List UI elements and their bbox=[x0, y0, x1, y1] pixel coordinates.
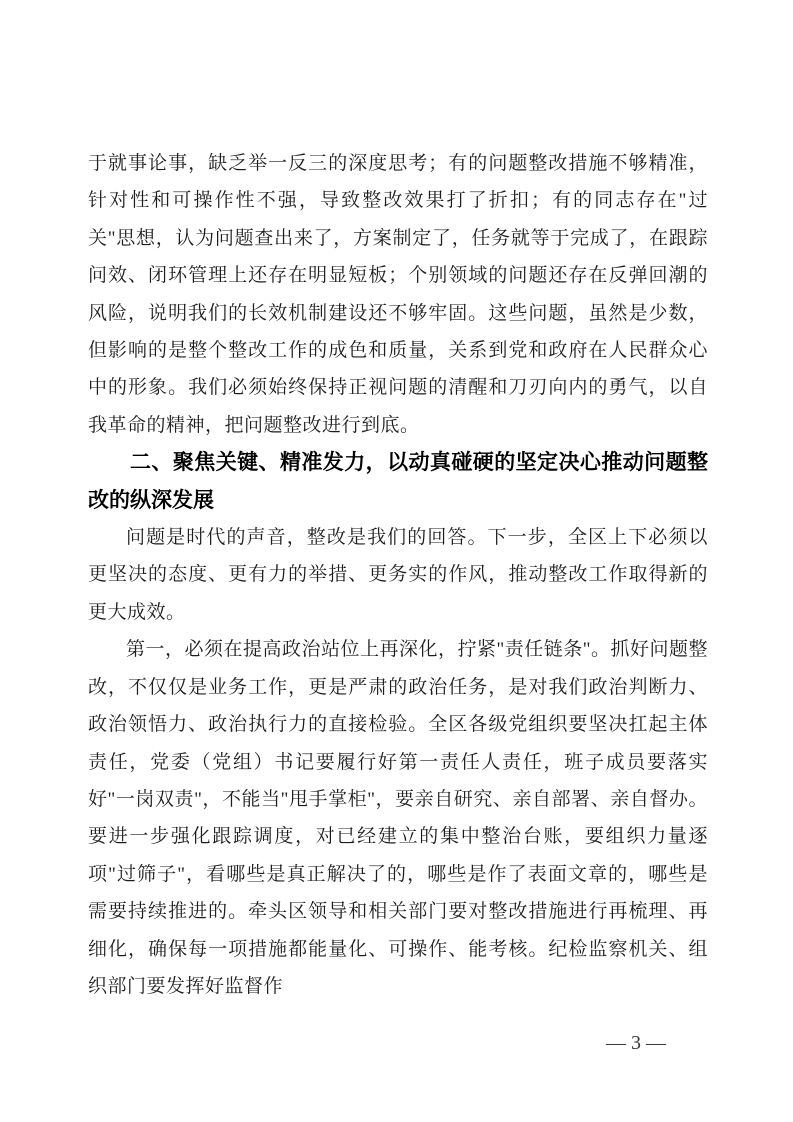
document-body bbox=[88, 145, 708, 1005]
paragraph: 第一，必须在提高政治站位上再深化，拧紧"责任链条"。抓好问题整改，不仅仅是业务工作，更是严肃的政治任务，是对我们政治判断力、政治领悟力、政治执行力的直接检验。全区各级党组织要坚决扛起主体责任，党委（党组）书记要履行好第一责任人责任，班子成员要落实好"一岗双责"，不能当"甩手掌柜"，要亲自研究、亲自部署、亲自督办。要进一步强化跟踪调度，对已经建立的集中整治台账，要组织力量逐项"过筛子"，看哪些是真正解决了的，哪些是作了表面文章的，哪些是需要持续推进的。牵头区领导和相关部门要对整改措施进行再梳理、再细化，确保每一项措施都能量化、可操作、能考核。纪检监察机关、组织部门要发挥好监督作 bbox=[88, 639, 709, 997]
paragraph: 问题是时代的声音，整改是我们的回答。下一步，全区上下必须以更坚决的态度、更有力的举措、更务实的作风，推动整改工作取得新的更大成效。 bbox=[88, 527, 708, 623]
section-heading: 二、聚焦关键、精准发力，以动真碰硬的坚定决心推动问题整改的纵深发展 bbox=[88, 451, 708, 512]
paragraph-continuation: 于就事论事，缺乏举一反三的深度思考；有的问题整改措施不够精准，针对性和可操作性不强，导致整改效果打了折扣；有的同志存在"过关"思想，认为问题查出来了，方案制定了，任务就等于完成了，在跟踪问效、闭环管理上还存在明显短板；个别领域的问题还存在反弹回潮的风险，说明我们的长效机制建设还不够牢固。这些问题，虽然是少数，但影响的是整个整改工作的成色和质量，关系到党和政府在人民群众心中的形象。我们必须始终保持正视问题的清醒和刀刃向内的勇气，以自我革命的精神，把问题整改进行到底。 bbox=[88, 153, 708, 436]
page-number: — 3 — bbox=[606, 1032, 666, 1054]
